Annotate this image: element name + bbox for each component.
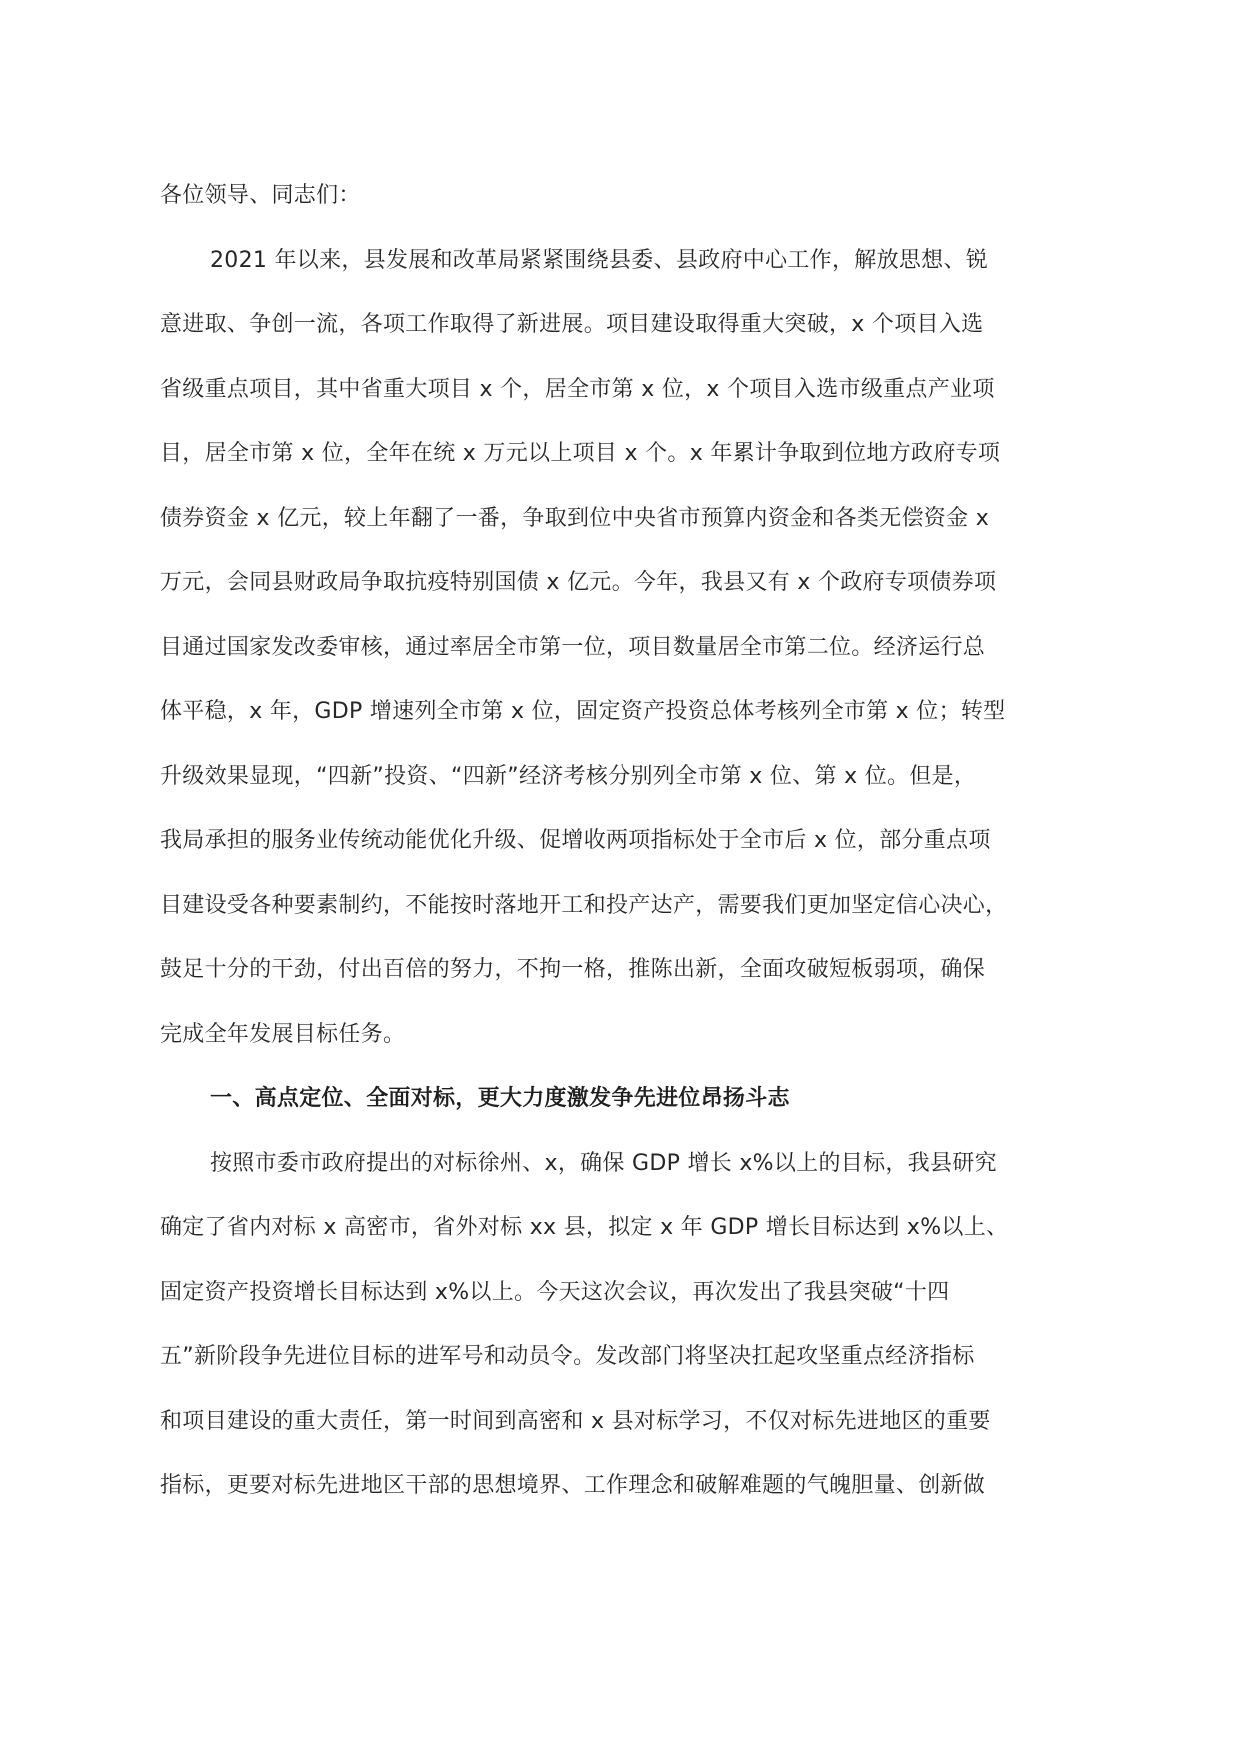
paragraph-line: 目通过国家发改委审核，通过率居全市第一位，项目数量居全市第二位。经济运行总	[160, 634, 986, 660]
paragraph-line: 固定资产投资增长目标达到 x%以上。今天这次会议，再次发出了我县突破“十四	[160, 1279, 950, 1305]
paragraph-line: 2021 年以来，县发展和改革局紧紧围绕县委、县政府中心工作，解放思想、锐	[210, 247, 989, 273]
document-body	[160, 164, 1085, 1519]
paragraph-line: 省级重点项目，其中省重大项目 x 个，居全市第 x 位，x 个项目入选市级重点产业项	[160, 376, 995, 402]
paragraph-line: 和项目建设的重大责任，第一时间到高密和 x 县对标学习，不仅对标先进地区的重要	[160, 1408, 991, 1434]
paragraph-line: 确定了省内对标 x 高密市，省外对标 xx 县，拟定 x 年 GDP 增长目标达到 x%以上、	[160, 1215, 1009, 1240]
section-heading: 一、高点定位、全面对标，更大力度激发争先进位昂扬斗志	[210, 1086, 790, 1111]
paragraph-line: 万元，会同县财政局争取抗疫特别国债 x 亿元。今年，我县又有 x 个政府专项债券项	[160, 570, 997, 595]
paragraph-line: 五”新阶段争先进位目标的进军号和动员令。发改部门将坚决扛起攻坚重点经济指标	[160, 1344, 975, 1369]
paragraph-line: 目，居全市第 x 位，全年在统 x 万元以上项目 x 个。x 年累计争取到位地方政府专项	[160, 441, 1001, 466]
paragraph-2	[160, 1132, 1085, 1519]
paragraph-line: 我局承担的服务业传统动能优化升级、促增收两项指标处于全市后 x 位，部分重点项	[160, 828, 991, 853]
greeting-line: 各位领导、同志们：	[160, 183, 361, 208]
paragraph-line: 升级效果显现，“四新”投资、“四新”经济考核分别列全市第 x 位、第 x 位。但是，	[160, 763, 977, 789]
paragraph-line: 指标，更要对标先进地区干部的思想境界、工作理念和破解难题的气魄胆量、创新做	[160, 1473, 986, 1498]
paragraph-line: 按照市委市政府提出的对标徐州、x，确保 GDP 增长 x%以上的目标，我县研究	[210, 1150, 997, 1176]
paragraph-line: 完成全年发展目标任务。	[160, 1021, 406, 1047]
paragraph-line: 意进取、争创一流，各项工作取得了新进展。项目建设取得重大突破，x 个项目入选	[160, 312, 984, 337]
paragraph-line: 鼓足十分的干劲，付出百倍的努力，不拘一格，推陈出新，全面攻破短板弱项，确保	[160, 957, 986, 982]
paragraph-line: 体平稳，x 年，GDP 增速列全市第 x 位，固定资产投资总体考核列全市第 x 位；转型	[160, 699, 1006, 724]
paragraph-line: 债券资金 x 亿元，较上年翻了一番，争取到位中央省市预算内资金和各类无偿资金 x	[160, 505, 990, 531]
paragraph-line: 目建设受各种要素制约，不能按时落地开工和投产达产，需要我们更加坚定信心决心，	[160, 892, 1008, 918]
paragraph-1	[160, 229, 1085, 1068]
